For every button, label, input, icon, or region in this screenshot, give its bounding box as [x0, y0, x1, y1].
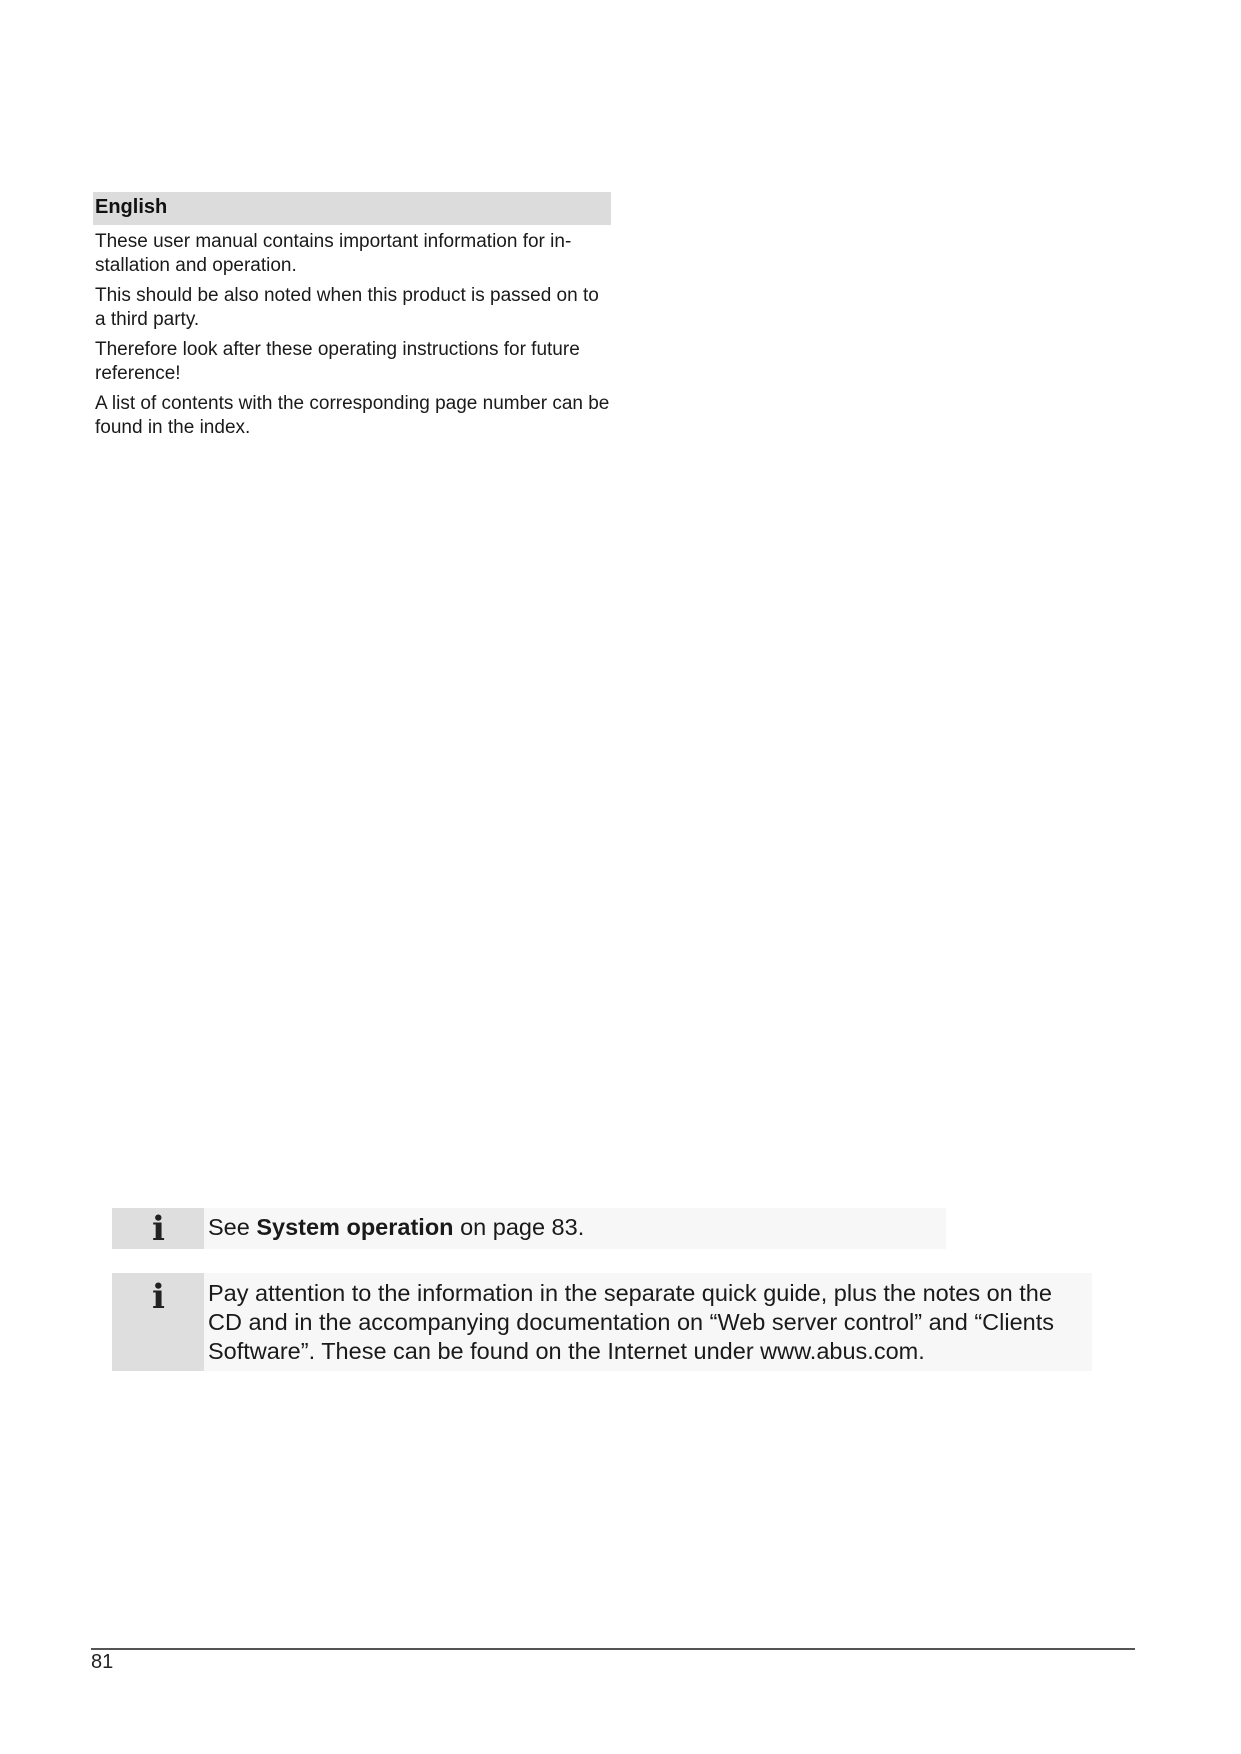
info-note-system-operation — [112, 1208, 946, 1249]
note-suffix: on page 83. — [453, 1214, 585, 1240]
page-number: 81 — [91, 1651, 114, 1673]
language-heading: English — [93, 192, 611, 225]
intro-paragraph-2: This should be also noted when this product is passed on to a third party. — [95, 285, 599, 330]
note-prefix: See — [208, 1214, 257, 1240]
intro-paragraph-4: A list of contents with the corresponding page number can be found in the index. — [95, 393, 610, 438]
info-icon: i — [152, 1209, 165, 1249]
info-icon-cell — [112, 1273, 204, 1371]
info-note-quick-guide — [112, 1273, 1092, 1371]
intro-paragraph-1: These user manual contains important information for in-stallation and operation. — [95, 231, 572, 276]
info-icon: i — [152, 1277, 165, 1317]
english-intro-section — [93, 192, 611, 440]
footer-divider — [91, 1648, 1135, 1650]
info-icon-cell — [112, 1208, 204, 1249]
info-note-text: Pay attention to the information in the separate quick guide, plus the notes on the CD and in the accompanying documentation on “Web server control” and “Clients Software”. These can be found on the Internet under www.abus.com. — [208, 1280, 1054, 1364]
note-reference: System operation — [256, 1214, 454, 1240]
intro-paragraph-3: Therefore look after these operating instructions for future reference! — [95, 339, 580, 384]
info-note-text — [204, 1208, 584, 1249]
